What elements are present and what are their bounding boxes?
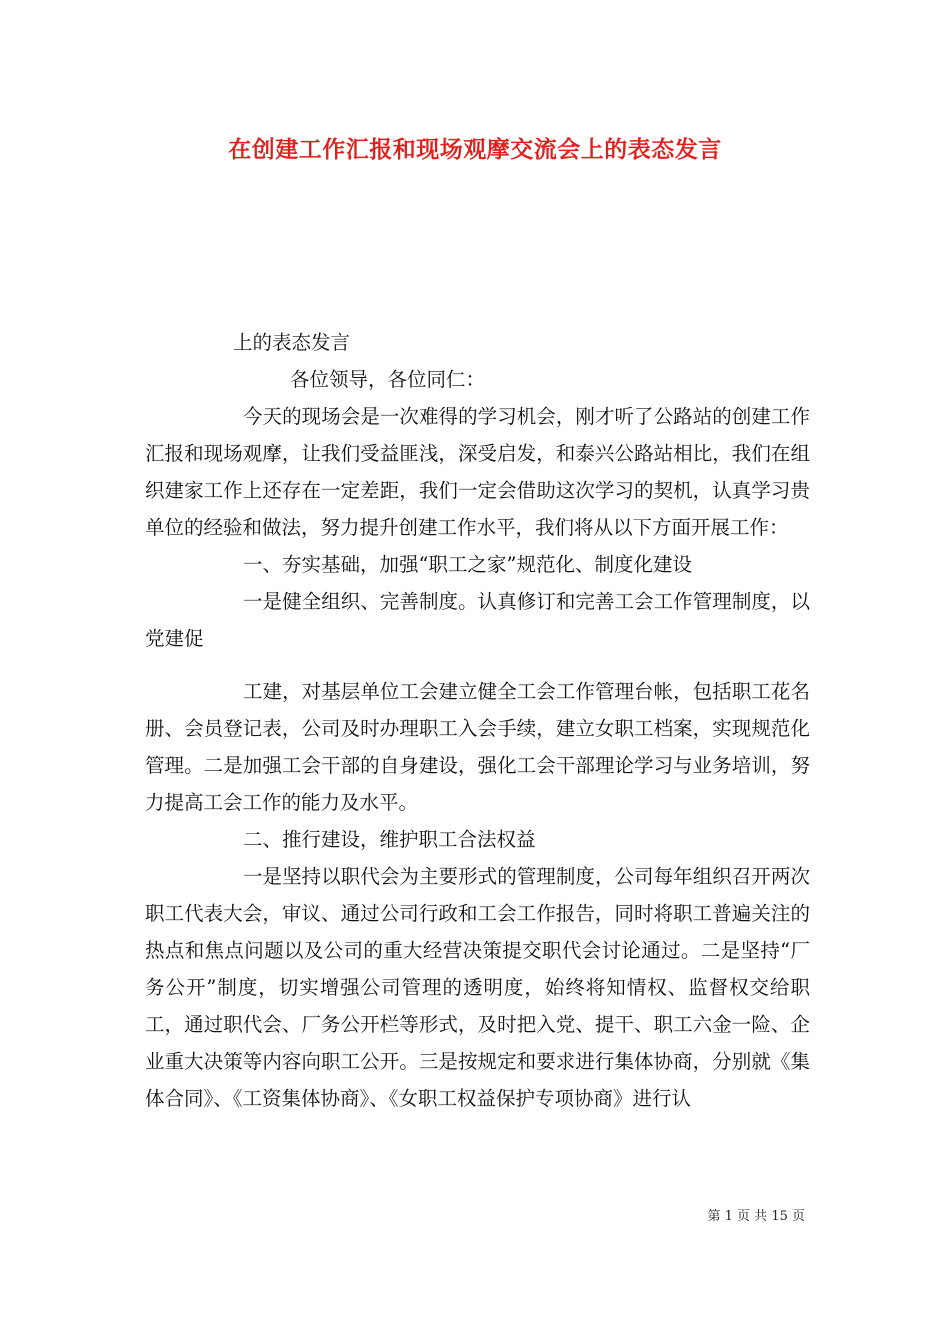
page-number: 第 1 页 共 15 页: [707, 1209, 805, 1224]
salutation: 各位领导，各位同仁：: [290, 368, 486, 391]
subtitle-line: 上的表态发言: [233, 331, 351, 354]
paragraph-1a: 一是健全组织、完善制度。认真修订和完善工会工作管理制度，以党建促: [145, 590, 810, 650]
page-gap: [145, 657, 810, 673]
paragraph-intro: 今天的现场会是一次难得的学习机会，刚才听了公路站的创建工作汇报和现场观摩，让我们受益匪浅，深受启发，和泰兴公路站相比，我们在组织建家工作上还存在一定差距，我们一定会借助这次学习的契机，认真学习贵单位的经验和做法，努力提升创建工作水平，我们将从以下方面开展工作：: [145, 405, 810, 539]
section-heading-1: 一、夯实基础，加强“职工之家”规范化、制度化建设: [243, 553, 692, 576]
paragraph-2: 一是坚持以职代会为主要形式的管理制度，公司每年组织召开两次职工代表大会，审议、通过公司行政和工会工作报告，同时将职工普遍关注的热点和焦点问题以及公司的重大经营决策提交职代会讨论通过。二是坚持“厂务公开”制度，切实增强公司管理的透明度，始终将知情权、监督权交给职工，通过职代会、厂务公开栏等形式，及时把入党、提干、职工六金一险、企业重大决策等内容向职工公开。三是按规定和要求进行集体协商，分别就《集体合同》、《工资集体协商》、《女职工权益保护专项协商》进行认: [145, 865, 810, 1110]
document-title: 在创建工作汇报和现场观摩交流会上的表态发言: [228, 136, 722, 163]
paragraph-1b: 工建，对基层单位工会建立健全工会工作管理台帐，包括职工花名册、会员登记表，公司及时办理职工入会手续，建立女职工档案，实现规范化管理。二是加强工会干部的自身建设，强化工会干部理论学习与业务培训，努力提高工会工作的能力及水平。: [145, 680, 810, 814]
section-heading-2: 二、推行建设，维护职工合法权益: [243, 828, 536, 851]
document-body: [145, 324, 810, 1117]
